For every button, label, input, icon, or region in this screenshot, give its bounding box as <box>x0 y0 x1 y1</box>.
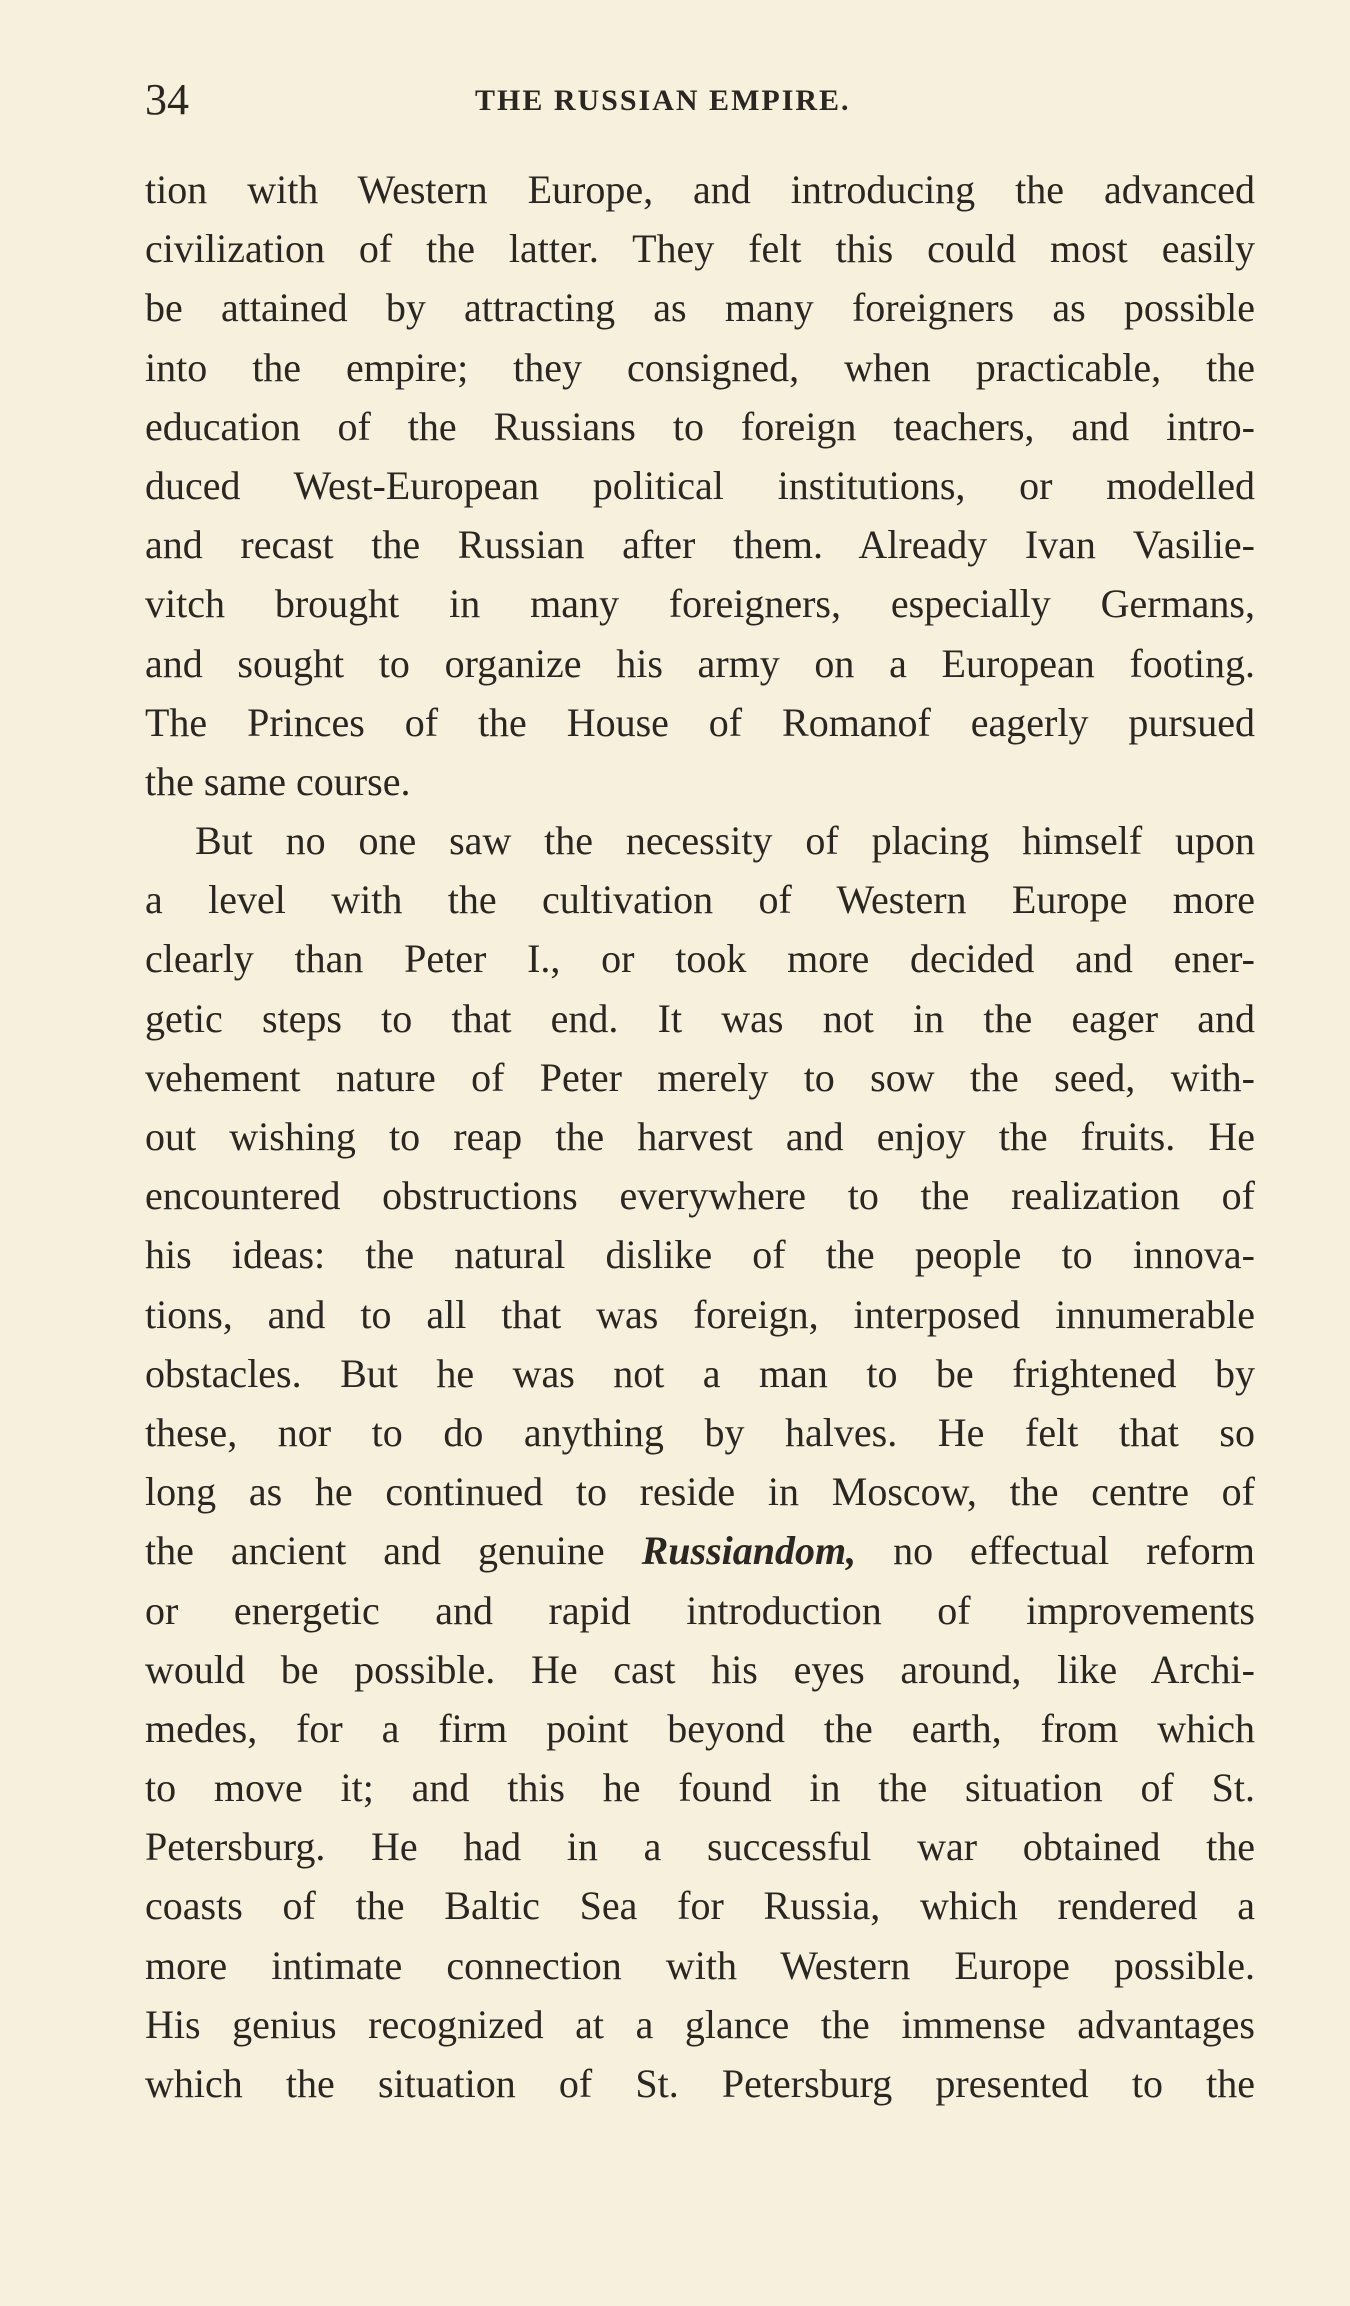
text-line: civilization of the latter. They felt this could most easily <box>145 226 1255 272</box>
text-line: encountered obstructions everywhere to the realization of <box>145 1173 1255 1219</box>
text-line: and recast the Russian after them. Already Ivan Vasilie- <box>145 522 1255 568</box>
text-line: education of the Russians to foreign teachers, and intro- <box>145 403 1255 449</box>
text-line: out wishing to reap the harvest and enjoy the fruits. He <box>145 1114 1255 1159</box>
text-line: or energetic and rapid introduction of improvements <box>145 1587 1255 1633</box>
text-line: a level with the cultivation of Western Europe more <box>145 877 1255 923</box>
text-line: into the empire; they consigned, when practicable, the <box>145 344 1255 390</box>
text-line: tions, and to all that was foreign, interposed innumerable <box>145 1291 1255 1337</box>
italic-term-russiandom: Russiandom, <box>641 1528 857 1574</box>
text-line: more intimate connection with Western Europe possible. <box>145 1942 1255 1988</box>
text-line: vehement nature of Peter merely to sow the seed, with- <box>145 1054 1255 1100</box>
text-line: these, nor to do anything by halves. He felt that so <box>145 1409 1255 1455</box>
text-line: long as he continued to reside in Moscow, the centre of <box>145 1469 1255 1515</box>
text-line: be attained by attracting as many foreigners as possible <box>145 285 1255 331</box>
text-line: Petersburg. He had in a successful war obtained the <box>145 1824 1255 1870</box>
text-line: his ideas: the natural dislike of the people to innova- <box>145 1232 1255 1278</box>
text-line: The Princes of the House of Romanof eagerly pursued <box>145 699 1255 745</box>
running-head <box>145 70 1260 130</box>
text-line: duced West-European political institutions, or modelled <box>145 462 1255 508</box>
text-line: coasts of the Baltic Sea for Russia, which rendered a <box>145 1883 1255 1929</box>
body-text <box>145 160 1255 2113</box>
page-number: 34 <box>145 75 189 124</box>
text-line: medes, for a firm point beyond the earth, from which <box>145 1705 1255 1751</box>
text-line: tion with Western Europe, and introducing the advanced <box>145 167 1255 212</box>
text-line: getic steps to that end. It was not in the eager and <box>145 995 1255 1041</box>
text-fragment: the ancient and genuine <box>145 1528 642 1574</box>
paragraph-start-line: But no one saw the necessity of placing himself upon <box>195 818 1255 864</box>
text-line-with-italic <box>145 1521 1255 1580</box>
text-line: which the situation of St. Petersburg presented to the <box>145 2061 1255 2106</box>
text-line: His genius recognized at a glance the immense advantages <box>145 2001 1255 2047</box>
running-title: THE RUSSIAN EMPIRE. <box>475 84 851 117</box>
text-fragment: no effectual reform <box>856 1528 1255 1574</box>
text-line: obstacles. But he was not a man to be frightened by <box>145 1350 1255 1396</box>
text-line: and sought to organize his army on a European footing. <box>145 640 1255 686</box>
text-line: would be possible. He cast his eyes around, like Archi- <box>145 1646 1255 1692</box>
text-line: vitch brought in many foreigners, especially Germans, <box>145 581 1255 627</box>
paragraph-end-line: the same course. <box>145 758 411 804</box>
text-line: clearly than Peter I., or took more decided and ener- <box>145 936 1255 982</box>
text-line: to move it; and this he found in the situation of St. <box>145 1765 1255 1811</box>
